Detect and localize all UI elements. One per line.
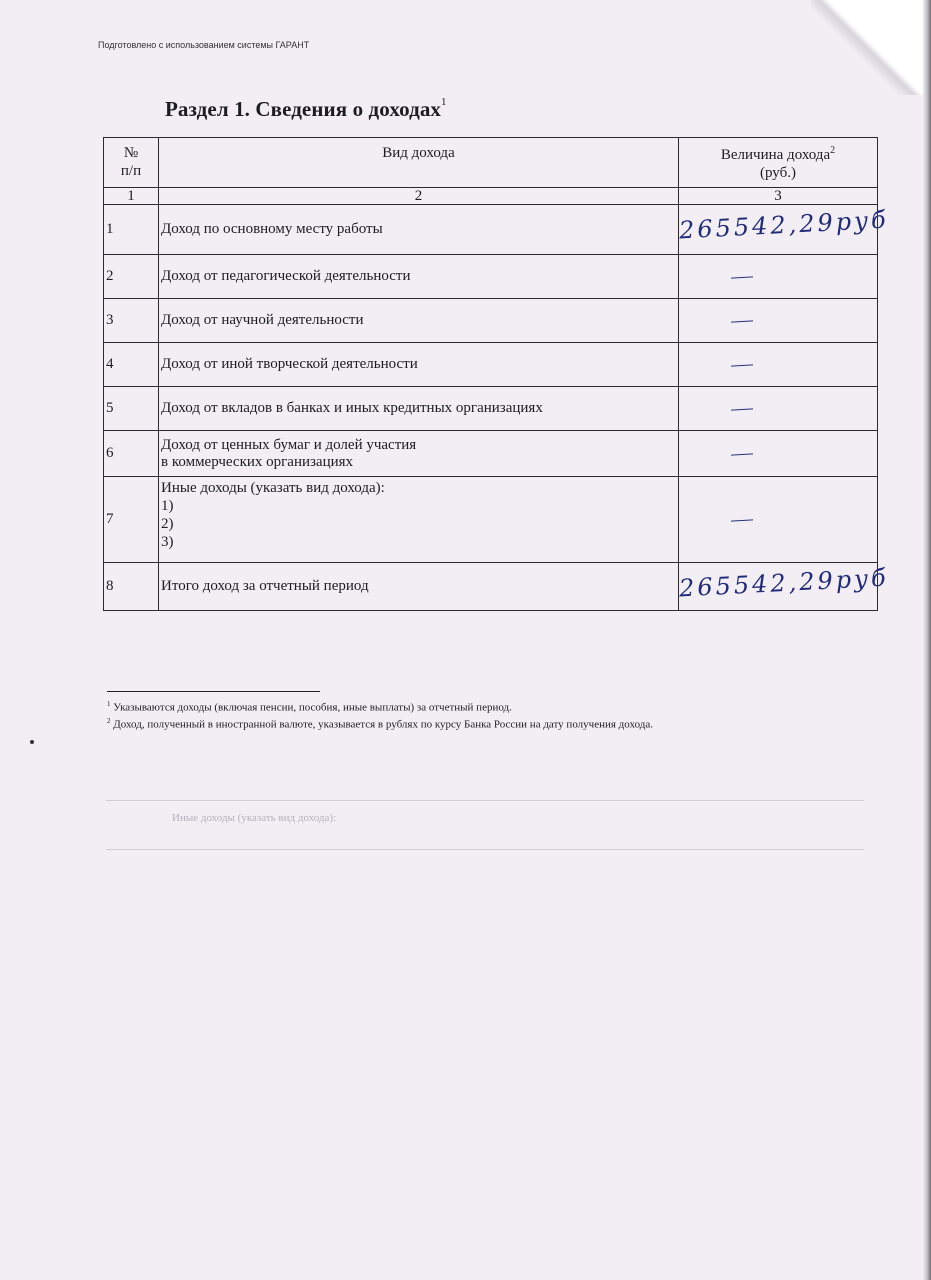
scan-speck xyxy=(30,740,34,744)
footnote-text: Указываются доходы (включая пенсии, пособия, иные выплаты) за отчетный период. xyxy=(113,701,512,714)
row-number: 6 xyxy=(104,431,159,477)
handwritten-dash xyxy=(731,453,753,455)
row-kind-line: Доход от ценных бумаг и долей участия xyxy=(161,436,417,453)
row-number: 8 xyxy=(104,563,159,611)
handwritten-dash xyxy=(731,364,753,366)
row-kind: Доход по основному месту работы xyxy=(159,205,679,255)
index-cell: 1 xyxy=(104,188,159,205)
bleed-through-text: Иные доходы (указать вид дохода): xyxy=(172,812,337,824)
row-kind xyxy=(159,431,679,477)
row-value xyxy=(679,343,878,387)
footnote-1 xyxy=(107,698,512,715)
footnote-mark: 1 xyxy=(107,700,111,708)
table-row xyxy=(104,431,878,477)
page-edge-shadow xyxy=(923,0,931,1280)
page-corner-fold xyxy=(811,0,931,95)
footnote-2 xyxy=(107,715,653,732)
handwritten-amount: 265542,29руб xyxy=(678,205,890,245)
row-value xyxy=(679,431,878,477)
table-row xyxy=(104,255,878,299)
row-kind: Итого доход за отчетный период xyxy=(159,563,679,611)
footnote-text: Доход, полученный в иностранной валюте, указывается в рублях по курсу Банка России на дату получения дохода. xyxy=(113,718,653,731)
row-number: 2 xyxy=(104,255,159,299)
other-income-item: 1) xyxy=(161,498,174,514)
row-number: 4 xyxy=(104,343,159,387)
header-amount-label: Величина дохода xyxy=(720,147,831,163)
header-kind: Вид дохода xyxy=(159,138,679,188)
row-value xyxy=(679,477,878,563)
table-row xyxy=(104,477,878,563)
row-kind-line: Иные доходы (указать вид дохода): xyxy=(161,480,385,496)
section-title-footnote-ref: 1 xyxy=(441,96,447,108)
bleed-through-table xyxy=(106,800,864,850)
footnote-mark: 2 xyxy=(107,717,111,725)
row-kind: Доход от научной деятельности xyxy=(159,299,679,343)
row-value xyxy=(679,255,878,299)
index-cell: 2 xyxy=(159,188,679,205)
handwritten-amount: 265542,29руб xyxy=(678,563,890,603)
handwritten-dash xyxy=(731,408,753,410)
table-header-row xyxy=(104,138,878,188)
row-number: 7 xyxy=(104,477,159,563)
row-kind xyxy=(159,477,679,563)
income-table xyxy=(103,137,890,611)
row-number: 5 xyxy=(104,387,159,431)
section-title-text: Раздел 1. Сведения о доходах xyxy=(165,97,442,121)
row-value xyxy=(679,299,878,343)
row-kind: Доход от иной творческой деятельности xyxy=(159,343,679,387)
footnote-separator xyxy=(107,691,320,692)
handwritten-dash xyxy=(731,519,753,521)
header-note: Подготовлено с использованием системы ГАРАНТ xyxy=(98,40,310,50)
row-kind: Доход от вкладов в банках и иных кредитных организациях xyxy=(159,387,679,431)
header-amount-footnote-ref: 2 xyxy=(830,145,836,156)
table-row xyxy=(104,299,878,343)
other-income-item: 2) xyxy=(161,516,174,532)
row-kind-line: в коммерческих организациях xyxy=(161,453,354,470)
row-value xyxy=(678,205,890,255)
header-amount xyxy=(679,138,878,188)
header-num: № п/п xyxy=(104,138,159,188)
row-number: 3 xyxy=(104,299,159,343)
handwritten-dash xyxy=(731,276,753,278)
other-income-item: 3) xyxy=(161,534,174,550)
table-row xyxy=(104,343,878,387)
row-number: 1 xyxy=(104,205,159,255)
index-cell: 3 xyxy=(679,188,878,205)
section-title xyxy=(165,97,447,122)
row-value xyxy=(678,563,890,611)
row-kind: Доход от педагогической деятельности xyxy=(159,255,679,299)
header-amount-unit: (руб.) xyxy=(760,165,796,181)
row-value xyxy=(679,387,878,431)
handwritten-dash xyxy=(731,320,753,322)
table-row xyxy=(104,387,878,431)
table-row xyxy=(104,205,878,255)
index-row xyxy=(104,188,878,205)
table-row xyxy=(104,563,878,611)
